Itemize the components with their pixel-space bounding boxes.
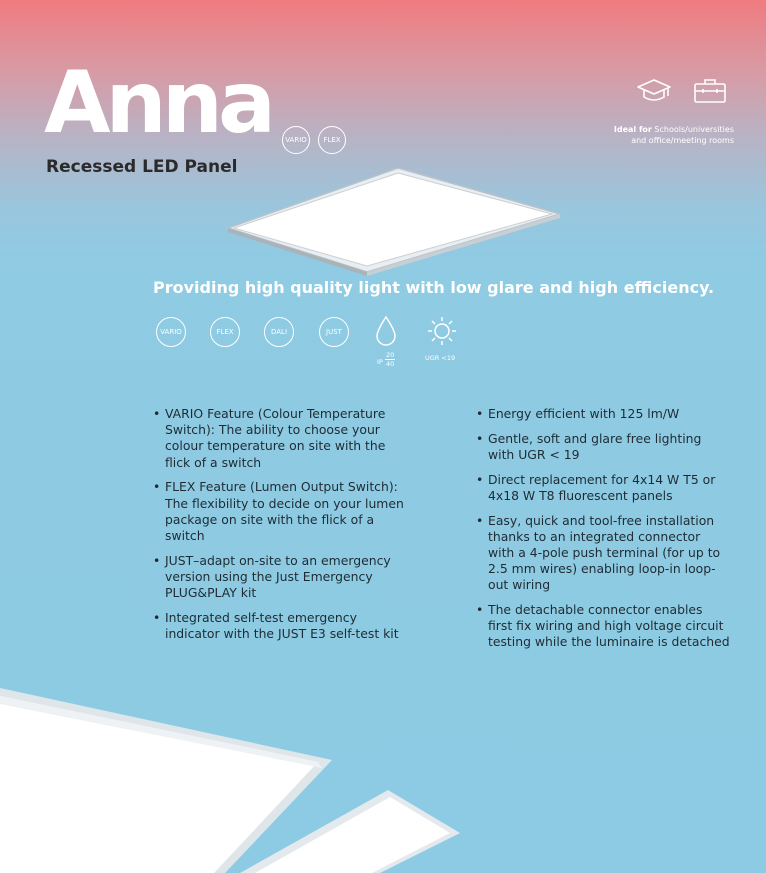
ideal-for-label: Ideal for xyxy=(613,125,652,134)
ideal-for-text xyxy=(614,124,734,146)
vario-badge: VARIO xyxy=(282,126,310,154)
ip-rating-top: 20 xyxy=(386,351,395,359)
list-item: • VARIO Feature (Colour Temperature Switch): The ability to choose your colour temperature on site with the flick of a switch xyxy=(153,406,411,471)
bottom-panel-image xyxy=(0,688,460,873)
feature-list-left xyxy=(153,406,411,651)
tagline: Providing high quality light with low glare and high efficiency. xyxy=(153,278,715,297)
list-item: • Easy, quick and tool-free installation thanks to an integrated connector with a 4-pole push terminal (for up to 2.5 mm wires) enabling loop-in loop-out wiring xyxy=(476,513,730,594)
ip-rating-bottom: 40 xyxy=(386,360,395,368)
briefcase-icon xyxy=(692,76,728,108)
feature-list-right xyxy=(476,406,730,659)
list-item: • Energy efficient with 125 lm/W xyxy=(476,406,730,422)
sun-glare-icon xyxy=(426,315,458,351)
list-item: • FLEX Feature (Lumen Output Switch): The flexibility to decide on your lumen package on site with the flick of a switch xyxy=(153,479,411,544)
ip-label: IP xyxy=(377,358,383,366)
just-feature-badge: JUST xyxy=(319,317,349,347)
flex-badge: FLEX xyxy=(318,126,346,154)
list-item: • The detachable connector enables first fix wiring and high voltage circuit testing while the luminaire is detached xyxy=(476,602,730,651)
list-item: • Integrated self-test emergency indicator with the JUST E3 self-test kit xyxy=(153,610,411,642)
flex-feature-badge: FLEX xyxy=(210,317,240,347)
vario-feature-badge: VARIO xyxy=(156,317,186,347)
product-title: Anna xyxy=(44,53,272,153)
list-item: • Gentle, soft and glare free lighting with UGR < 19 xyxy=(476,431,730,463)
ideal-for-icons xyxy=(636,76,728,108)
ideal-for-line2: and office/meeting rooms xyxy=(631,136,734,145)
ideal-for-line1: Schools/universities xyxy=(654,125,734,134)
product-subtitle: Recessed LED Panel xyxy=(46,157,238,177)
dali-feature-badge: DALI xyxy=(264,317,294,347)
feature-icons-row xyxy=(156,315,476,375)
graduation-cap-icon xyxy=(636,76,672,108)
ip-rating xyxy=(385,351,395,368)
floating-panel-image xyxy=(228,168,560,276)
water-drop-icon xyxy=(374,315,398,351)
list-item: • JUST–adapt on-site to an emergency version using the Just Emergency PLUG&PLAY kit xyxy=(153,553,411,602)
list-item: • Direct replacement for 4x14 W T5 or 4x18 W T8 fluorescent panels xyxy=(476,472,730,504)
ugr-rating: UGR <19 xyxy=(425,354,456,362)
